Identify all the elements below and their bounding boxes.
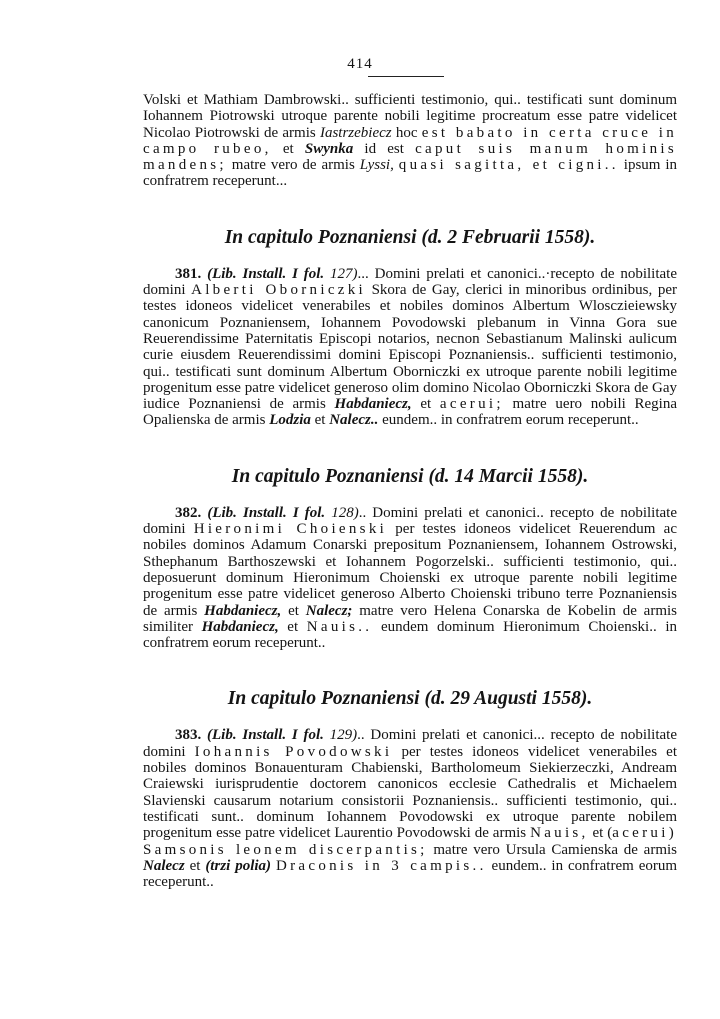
entry-reference-page: 129) (329, 727, 358, 744)
spaced-text: Nauis.. (306, 618, 373, 635)
arms-name: (trzi polia) (205, 857, 272, 874)
arms-name: Nalecz (143, 857, 185, 874)
arms-name: Lyssi, (359, 157, 394, 174)
spaced-text: Hieronimi Choienski (193, 521, 388, 538)
entry-number: 383. (175, 727, 202, 744)
text-run: et (310, 412, 330, 429)
entry-number: 382. (175, 504, 202, 521)
entry-paragraph (143, 266, 677, 429)
arms-name: Lodzia (269, 412, 311, 429)
page-number-rule (368, 76, 444, 77)
entry-reference-page: 128) (331, 504, 359, 521)
spaced-text: Draconis in 3 campis.. (275, 857, 487, 874)
text-run: Skora de Gay, clerici in minoribus ordinibus, per testes idoneos videlicet venerabiles et nobiles dominos Albertum Wlosczieiewsky canonicum Poznaniensem, Iohannem Povodowski plebanum in Vinna Gora sue Reuerendissime Paternitatis Episcopi notarios, necnon Sebastianum Malinski aulicum curie eiusdem Reuerendissimi domini Episcopi Poznaniensis.. sufficienti testimonio, qui.. testificati sunt dominum Albertum Oborniczki ex utroque parente nobili legitime progenitum esse patre videlicet generoso olim domino Nicolao Oborniczki Skora de Gay iudice Poznaniensi de armis (143, 282, 677, 413)
entry-paragraph (143, 505, 677, 652)
text-run: ipsum in confratrem receperunt... (143, 157, 678, 190)
entry-paragraph (143, 727, 677, 890)
text-run: hoc (391, 124, 422, 141)
text-run: eundem.. in confratrem eorum receperunt.. (143, 857, 678, 891)
text-run: et (278, 618, 307, 635)
arms-name: Habdaniecz, (334, 396, 412, 413)
arms-name: Swynka (304, 140, 354, 157)
section-heading: In capitulo Poznaniensi (d. 14 Marcii 1558). (231, 465, 589, 487)
text-run: et (281, 602, 306, 619)
text-run: et (271, 140, 305, 157)
page-content (143, 92, 677, 890)
text-run: .. Domini prelati et canonici... recepto de nobilitate domini (143, 727, 677, 760)
spaced-text: Nauis, (530, 825, 589, 842)
paragraph-continuation (143, 92, 677, 190)
entry-reference: (Lib. Install. I fol. (207, 265, 325, 282)
spaced-text: acerui; (439, 396, 504, 413)
text-run: .. Domini prelati et canonici.. recepto de nobilitate domini (143, 504, 677, 538)
arms-name: Habdaniecz, (204, 602, 282, 619)
text-run: et ( (588, 825, 613, 842)
text-run: et (184, 857, 206, 874)
text-run: per testes idoneos videlicet venerabiles et nobiles dominos Bonauenturam Chabienski, Bartholomeum Siekierzeczki, Andream Craiewski iurisprudentie doctorem canonicos ecclesie Cathedralis et Michaelem Slavienski causarum notarium consistorii Poznaniensis.. sufficienti testimonio, qui.. testificati sunt.. dominum Iohannem Povodowski ex utroque parente nobilem progenitum esse patre videlicet Laurentio Povodowski de armis (143, 743, 677, 842)
spaced-text: Samsonis leonem discerpantis; (143, 841, 428, 858)
text-run: matre vero de armis (226, 157, 360, 174)
entry-reference: (Lib. Install. I fol. (207, 504, 326, 521)
text-run: id est (353, 140, 416, 157)
page-number: 414 (347, 56, 373, 72)
arms-name: Habdaniecz, (201, 618, 279, 635)
spaced-text: Alberti Oborniczki (191, 282, 367, 299)
text-run: ... Domini prelati et canonici..·recepto de nobilitate domini (143, 265, 677, 299)
text-run: per testes idoneos videlicet Reuerendum ac nobiles dominos Adamum Conarski prepositum Poznaniensem, Iohannem Ostrowski, Sthephanum Barthoszewski et Iohannem Pogorzelski.. sufficienti testimonio, qui.. deposuerunt dominum Hieronimum Choienski ex utroque parente nobili legitime progenitum esse patre videlicet generoso Alberto Choienski tribuno terre Poznaniensis de armis (143, 521, 677, 619)
text-run: matre vero Helena Conarska de Kobelin de armis similiter (143, 602, 678, 635)
entry-reference: (Lib. Install. I fol. (207, 727, 324, 744)
arms-name: Nalecz; (305, 602, 353, 619)
spaced-text: est babato in certa cruce in campo rubeo, (143, 124, 677, 157)
spaced-text: quasi sagitta, et cigni.. (398, 157, 619, 174)
spaced-text: caput suis manum hominis mandens; (143, 140, 677, 174)
text-run: eundem.. in confratrem eorum receperunt.. (378, 412, 639, 429)
arms-name: Iastrzebiecz (319, 124, 392, 141)
entry-number: 381. (175, 265, 202, 282)
text-run: matre uero nobili Regina Opalienska de armis (143, 396, 678, 429)
text-run: Volski et Mathiam Dambrowski.. sufficienti testimonio, qui.. testificati sunt dominum Iohannem Piotrowski utroque parente nobili legitime procreatum esse patre videlicet Nicolao Piotrowski de armis (143, 92, 677, 141)
section-heading: In capitulo Poznaniensi (d. 29 Augusti 1558). (227, 688, 593, 710)
spaced-text: Iohannis Povodowski (194, 743, 393, 760)
text-run: et (411, 396, 440, 413)
text-run: matre vero Ursula Camienska de armis (427, 841, 677, 858)
section-heading: In capitulo Poznaniensi (d. 2 Februarii 1558). (224, 226, 596, 248)
entry-reference-page: 127) (330, 265, 358, 282)
arms-name: Nalecz.. (329, 412, 379, 429)
text-run: eundem dominum Hieronimum Choienski.. in confratrem eorum receperunt.. (143, 618, 677, 652)
spaced-text: acerui) (612, 825, 677, 842)
